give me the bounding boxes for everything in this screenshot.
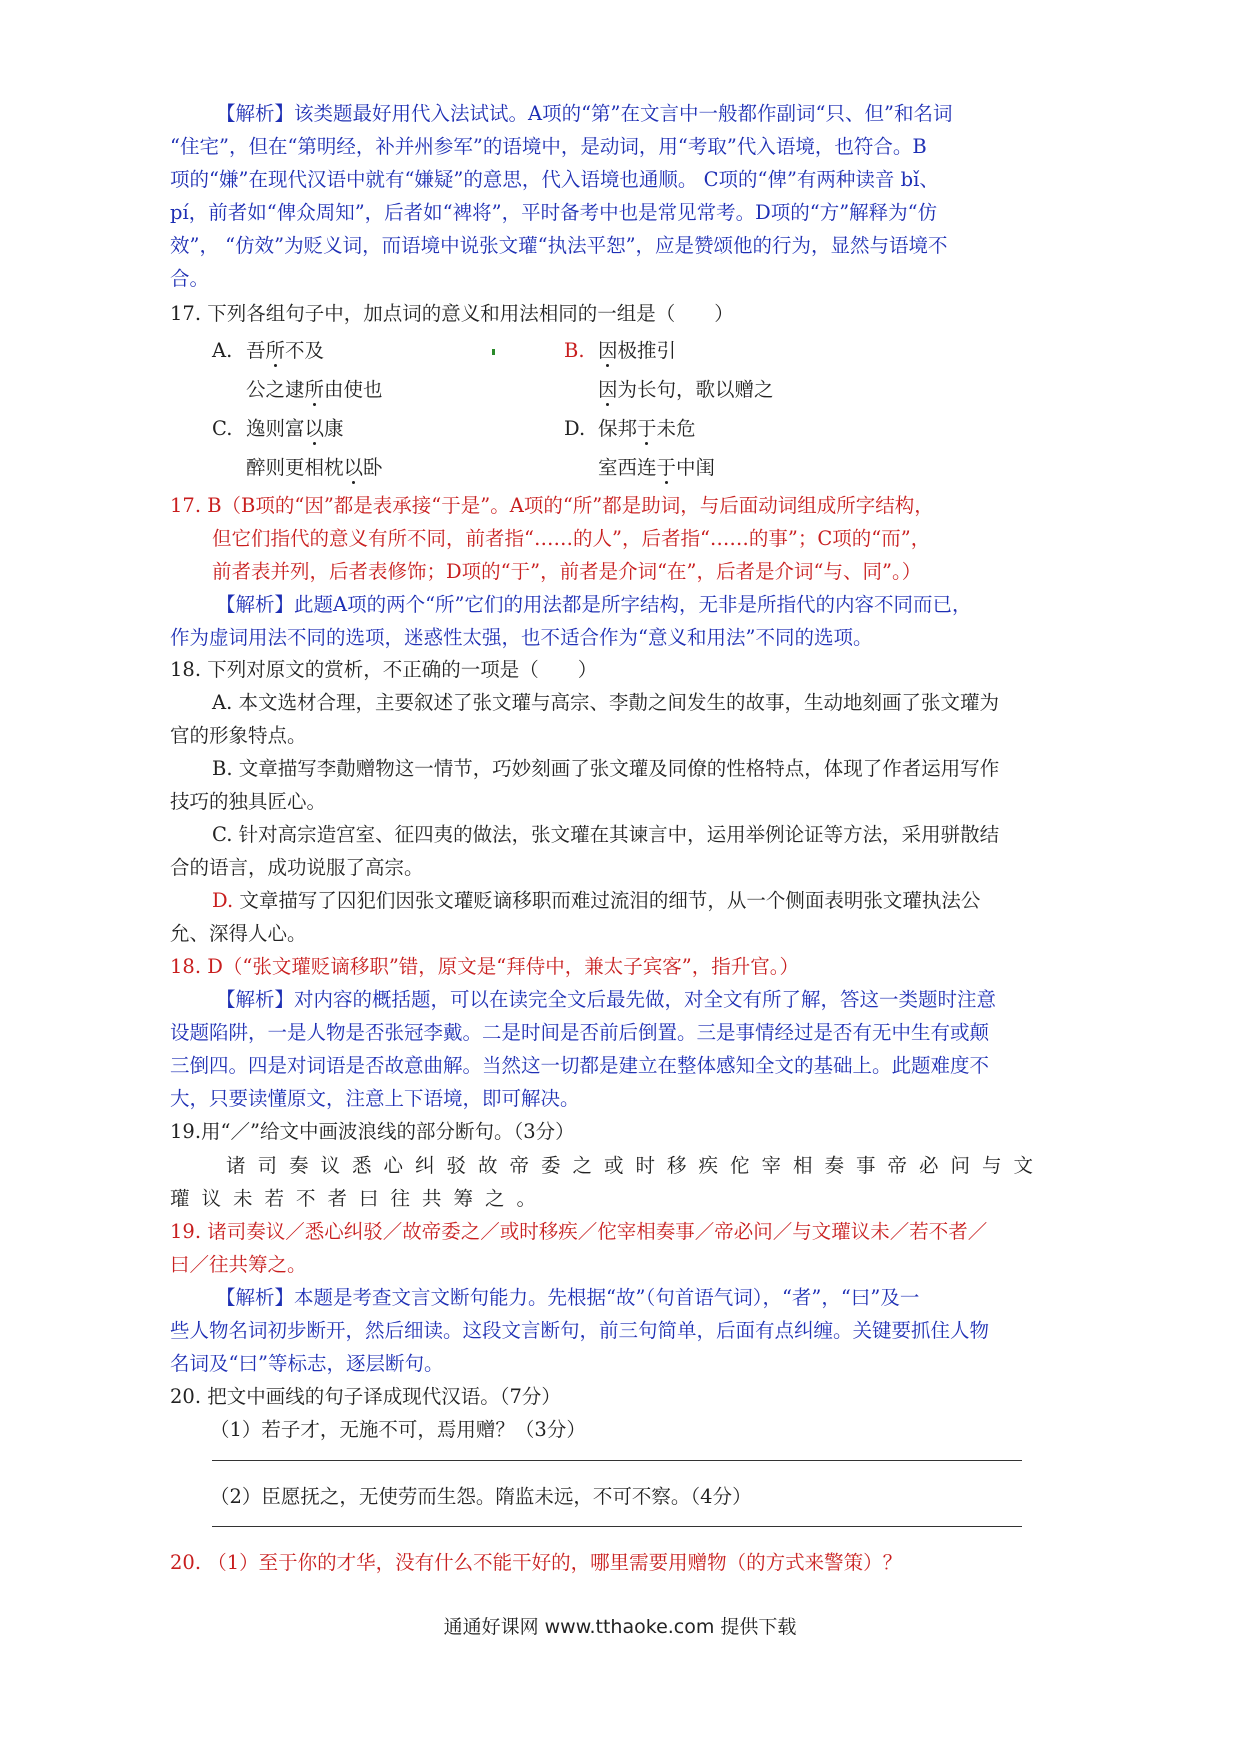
- q17-option-a-line-2: 公之逮所由使也: [246, 378, 383, 401]
- q19-answer-line-1: 19. 诸司奏议／悉心纠驳／故帝委之／或时移疾／佗宰相奏事／帝必问／与文瓘议未／若不者／: [170, 1220, 988, 1243]
- q18-option-b-line-2: 技巧的独具匠心。: [170, 790, 327, 813]
- q18-option-d-line-2: 允、深得人心。: [170, 922, 307, 945]
- q19-analysis-line-2: 些人物名词初步断开，然后细读。这段文言断句，前三句简单，后面有点纠缠。关键要抓住人物: [170, 1319, 990, 1342]
- emphasis-dot-word: 因: [598, 378, 618, 401]
- q17-option-b-line-1: 因极推引: [598, 339, 677, 362]
- q18-option-d-line-1: D. 文章描写了囚犯们因张文瓘贬谪移职而难过流泪的细节，从一个侧面表明张文瓘执法公: [212, 889, 981, 912]
- q18-answer: 18. D（“张文瓘贬谪移职”错，原文是“拜侍中，兼太子宾客”，指升官。）: [170, 955, 799, 978]
- q17-stem: 17. 下列各组句子中，加点词的意义和用法相同的一组是（ ）: [170, 302, 734, 325]
- green-mark: [492, 349, 495, 355]
- q17-option-b-label: B.: [564, 339, 585, 362]
- q17-option-d-label: D.: [564, 417, 586, 440]
- q18-option-a-line-1: A. 本文选材合理，主要叙述了张文瓘与高宗、李勣之间发生的故事，生动地刻画了张文瓘为: [212, 691, 999, 714]
- q17-answer-line-2: 但它们指代的意义有所不同，前者指“……的人”，后者指“……的事”；C项的“而”，: [212, 527, 931, 550]
- q17-option-a-line-1: 吾所不及: [246, 339, 325, 362]
- q18-stem: 18. 下列对原文的赏析，不正确的一项是（ ）: [170, 658, 598, 681]
- q18-option-c-line-2: 合的语言，成功说服了高宗。: [170, 856, 424, 879]
- q19-stem: 19.用“／”给文中画波浪线的部分断句。（3分）: [170, 1120, 575, 1143]
- q20-sentence-1: （1）若子才，无施不可，焉用赠？（3分）: [210, 1418, 586, 1441]
- q19-text-line-1: 诸司奏议悉心纠驳故帝委之或时移疾佗宰相奏事帝必问与文: [226, 1154, 1046, 1177]
- q16-analysis-line-1: 【解析】该类题最好用代入法试试。A项的“第”在文言中一般都作副词“只、但”和名词: [216, 102, 953, 125]
- q16-analysis-line-4: pí，前者如“俾众周知”，后者如“裨将”，平时备考中也是常见常考。D项的“方”解释为“仿: [170, 201, 938, 224]
- emphasis-dot-word: 于: [656, 456, 677, 479]
- q17-option-d-line-1: 保邦于未危: [598, 417, 696, 440]
- q16-analysis-line-5: 效”， “仿效”为贬义词，而语境中说张文瓘“执法平恕”，应是赞颂他的行为，显然与语境不: [170, 234, 948, 257]
- q17-analysis-line-1: 【解析】此题A项的两个“所”它们的用法都是所字结构，无非是所指代的内容不同而已，: [216, 593, 972, 616]
- q17-answer-line-1: 17. B（B项的“因”都是表承接“于是”。A项的“所”都是助词，与后面动词组成所字结构，: [170, 494, 934, 517]
- q17-option-c-label: C.: [212, 417, 233, 440]
- q19-answer-line-2: 曰／往共筹之。: [170, 1253, 307, 1276]
- emphasis-dot-word: 以: [343, 456, 364, 479]
- q20-stem: 20. 把文中画线的句子译成现代汉语。（7分）: [170, 1385, 561, 1408]
- q16-analysis-line-6: 合。: [170, 267, 210, 290]
- q18-analysis-line-1: 【解析】对内容的概括题，可以在读完全文后最先做，对全文有所了解，答这一类题时注意: [216, 988, 997, 1011]
- q17-analysis-line-2: 作为虚词用法不同的选项，迷惑性太强，也不适合作为“意义和用法”不同的选项。: [170, 626, 873, 649]
- q18-option-a-line-2: 官的形象特点。: [170, 724, 307, 747]
- q18-analysis-line-3: 三倒四。四是对词语是否故意曲解。当然这一切都是建立在整体感知全文的基础上。此题难度不: [170, 1054, 990, 1077]
- q20-answer: 20. （1）至于你的才华，没有什么不能干好的，哪里需要用赠物（的方式来警策）？: [170, 1551, 903, 1574]
- emphasis-dot-word: 所: [265, 339, 286, 362]
- q16-analysis-line-2: “住宅”，但在“第明经，补并州参军”的语境中，是动词，用“考取”代入语境，也符合。B: [170, 135, 927, 158]
- q18-option-d-label: D.: [212, 889, 234, 912]
- q20-sentence-2: （2）臣愿抚之，无使劳而生怨。隋监未远，不可不察。（4分）: [210, 1485, 752, 1508]
- q18-option-b-line-1: B. 文章描写李勣赠物这一情节，巧妙刻画了张文瓘及同僚的性格特点，体现了作者运用写作: [212, 757, 1000, 780]
- q19-analysis-line-1: 【解析】本题是考查文言文断句能力。先根据“故”（句首语气词），“者”，“曰”及一: [216, 1286, 920, 1309]
- q18-analysis-line-2: 设题陷阱，一是人物是否张冠李戴。二是时间是否前后倒置。三是事情经过是否有无中生有或颠: [170, 1021, 990, 1044]
- q17-option-c-line-2: 醉则更相枕以卧: [246, 456, 383, 479]
- q19-analysis-line-3: 名词及“曰”等标志，逐层断句。: [170, 1352, 444, 1375]
- page-footer: 通通好课网 www.tthaoke.com 提供下载: [443, 1616, 797, 1638]
- q19-text-line-2: 瓘议未若不者曰往共筹之。: [170, 1187, 549, 1210]
- q18-analysis-line-4: 大，只要读懂原文，注意上下语境，即可解决。: [170, 1087, 580, 1110]
- q16-analysis-line-3: 项的“嫌”在现代汉语中就有“嫌疑”的意思，代入语境也通顺。 C项的“俾”有两种读音 bǐ、: [170, 168, 939, 191]
- answer-line: [212, 1460, 1022, 1461]
- emphasis-dot-word: 因: [598, 339, 618, 362]
- q17-option-c-line-1: 逸则富以康: [246, 417, 344, 440]
- q18-option-c-line-1: C. 针对高宗造宫室、征四夷的做法，张文瓘在其谏言中，运用举例论证等方法，采用骈散结: [212, 823, 1000, 846]
- emphasis-dot-word: 所: [304, 378, 325, 401]
- answer-line: [212, 1526, 1022, 1527]
- q17-option-a-label: A.: [212, 339, 233, 362]
- emphasis-dot-word: 于: [637, 417, 657, 440]
- q17-answer-line-3: 前者表并列，后者表修饰；D项的“于”，前者是介词“在”，后者是介词“与、同”。）: [212, 560, 922, 583]
- q17-option-d-line-2: 室西连于中闺: [598, 456, 716, 479]
- q17-option-b-line-2: 因为长句，歌以赠之: [598, 378, 774, 401]
- emphasis-dot-word: 以: [304, 417, 325, 440]
